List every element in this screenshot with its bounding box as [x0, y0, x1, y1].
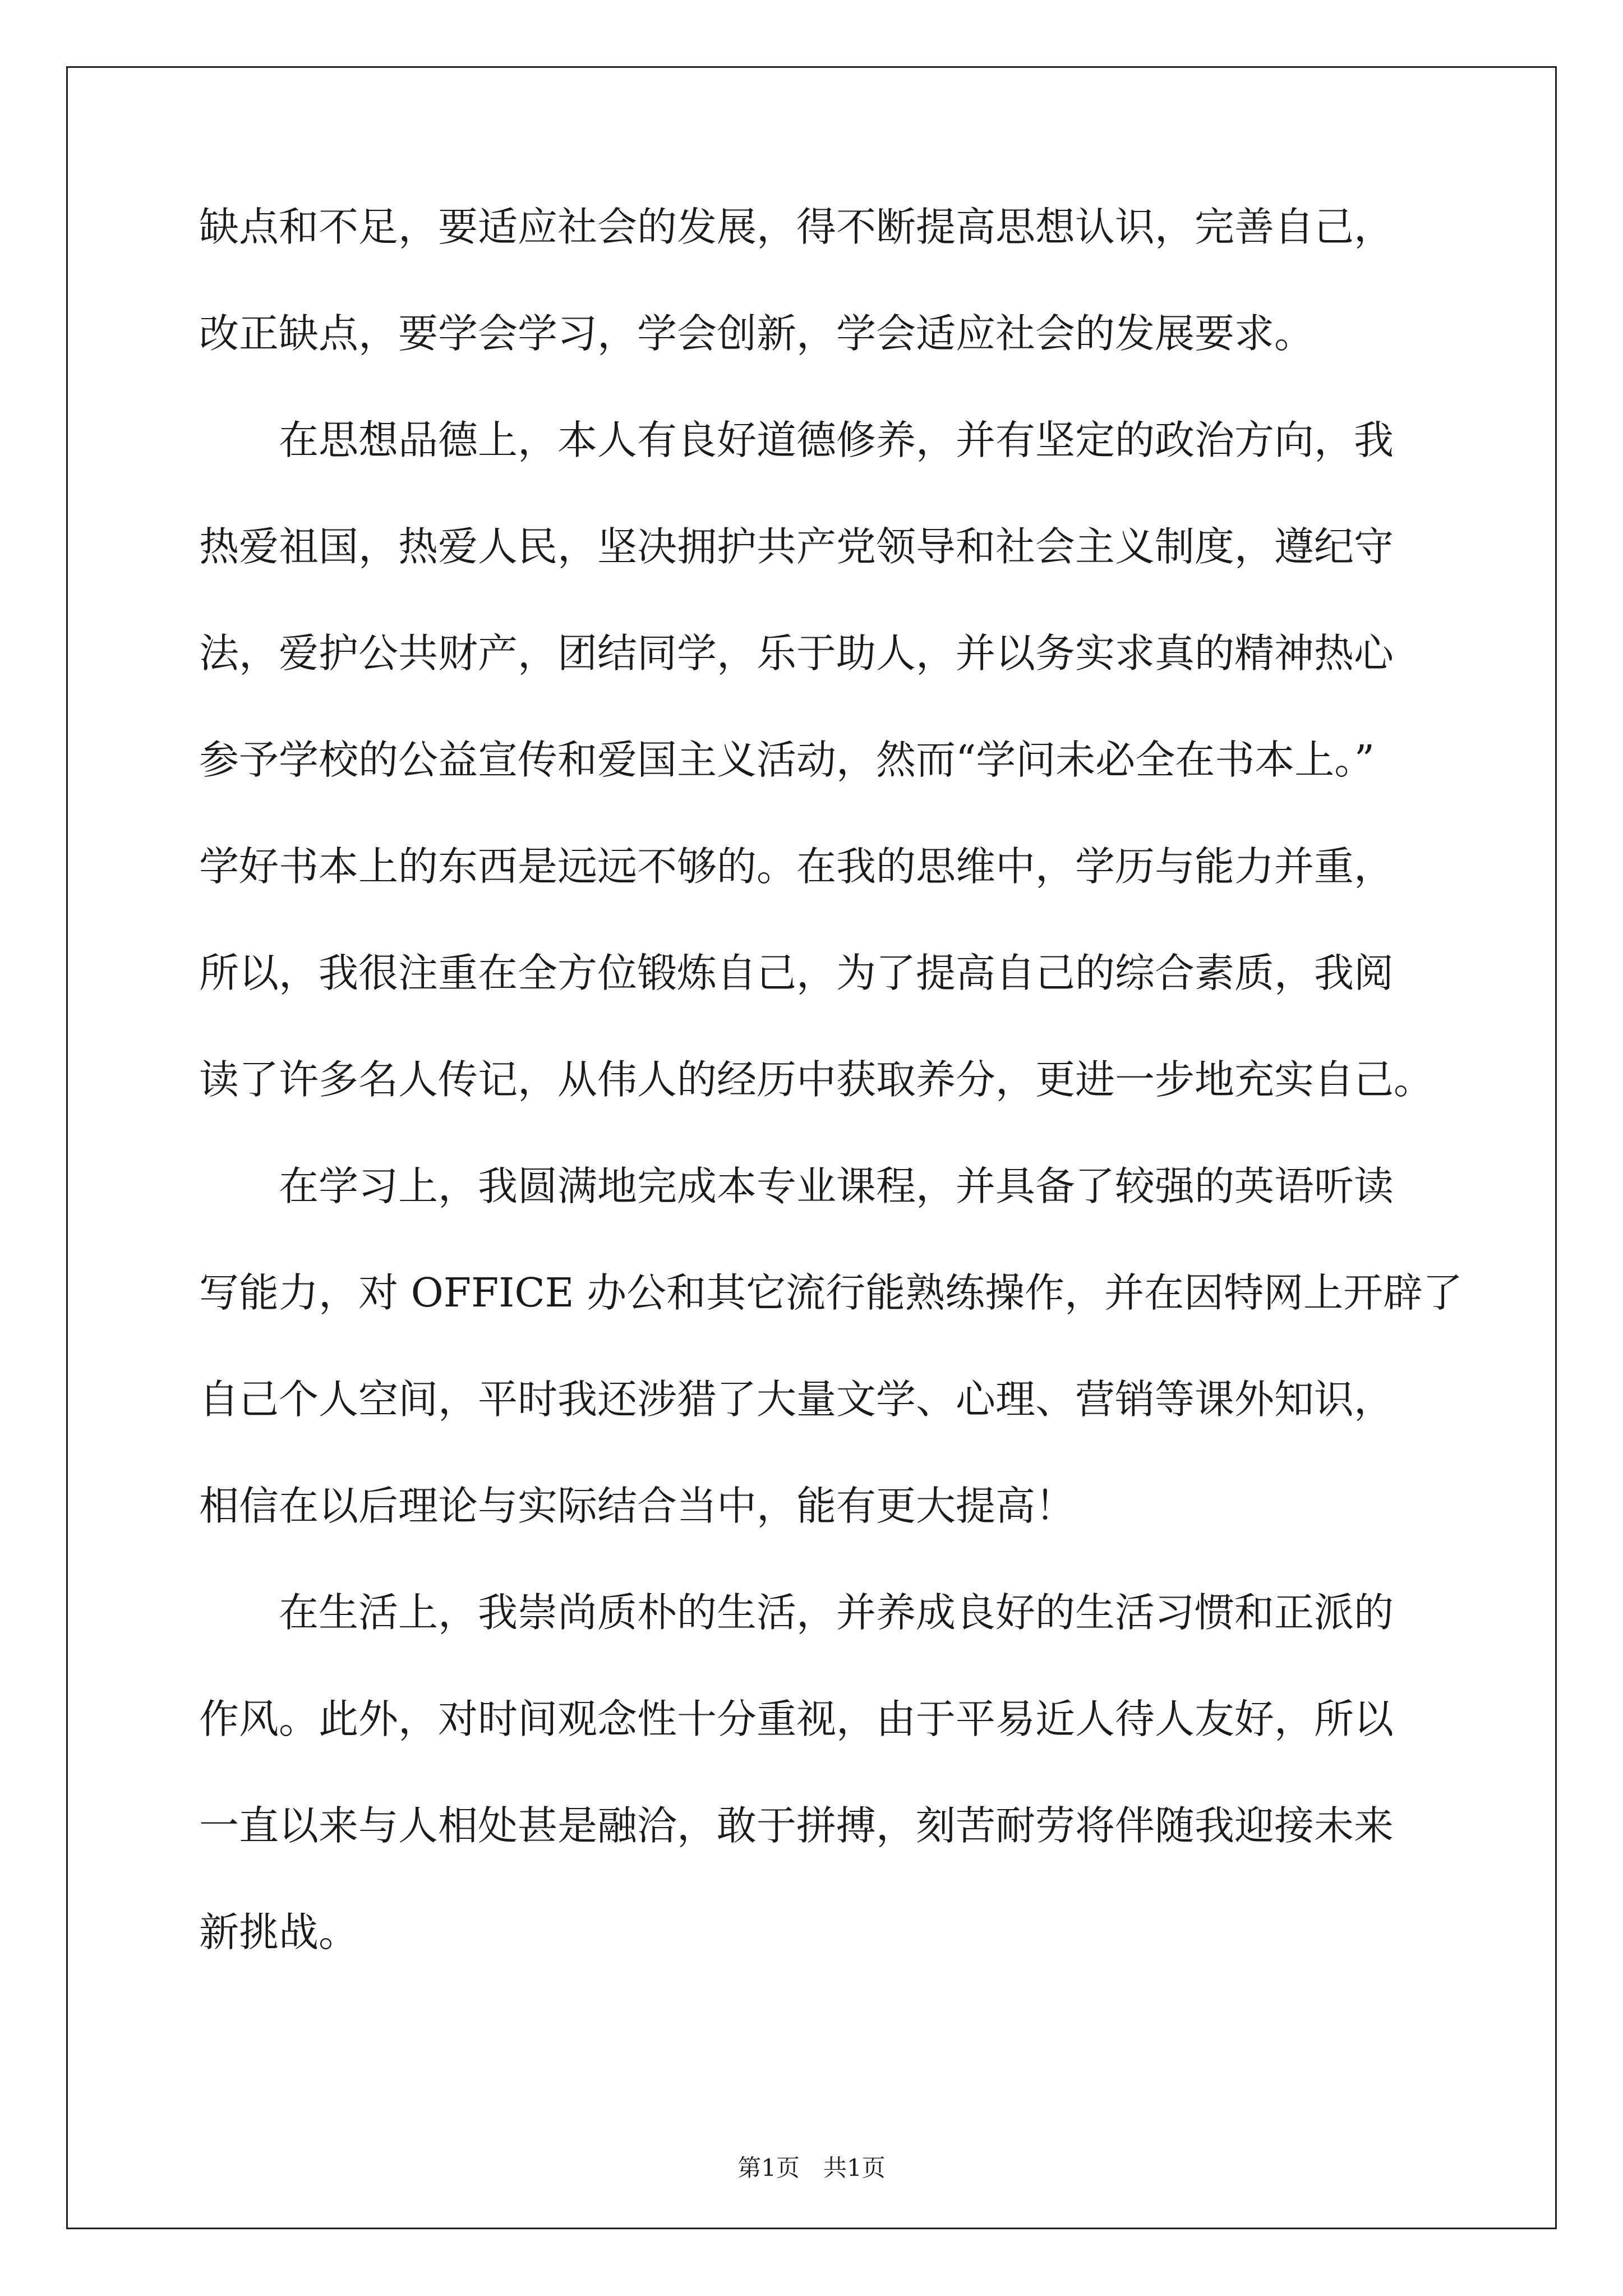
text-line: 改正缺点，要学会学习，学会创新，学会适应社会的发展要求。 [199, 310, 1315, 357]
paragraph-start-line: 在学习上，我圆满地完成本专业课程，并具备了较强的英语听读 [279, 1163, 1394, 1209]
text-line: 所以，我很注重在全方位锻炼自己，为了提高自己的综合素质，我阅 [199, 950, 1394, 996]
text-line: 写能力，对 OFFICE 办公和其它流行能熟练操作，并在因特网上开辟了 [199, 1269, 1463, 1316]
text-line: 相信在以后理论与实际结合当中，能有更大提高！ [199, 1483, 1076, 1529]
text-line: 学好书本上的东西是远远不够的。在我的思维中，学历与能力并重， [199, 843, 1394, 890]
text-line: 热爱祖国，热爱人民，坚决拥护共产党领导和社会主义制度，遵纪守 [199, 523, 1394, 570]
text-line: 缺点和不足，要适应社会的发展，得不断提高思想认识，完善自己， [199, 204, 1394, 250]
text-line: 法，爱护公共财产，团结同学，乐于助人，并以务实求真的精神热心 [199, 630, 1394, 677]
text-line: 自己个人空间，平时我还涉猎了大量文学、心理、营销等课外知识， [199, 1376, 1394, 1423]
text-line: 一直以来与人相处甚是融洽，敢于拼搏，刻苦耐劳将伴随我迎接未来 [199, 1802, 1394, 1849]
text-line: 作风。此外，对时间观念性十分重视，由于平易近人待人友好，所以 [199, 1696, 1394, 1742]
page-footer: 第1页 共1页 [737, 2154, 886, 2182]
paragraph-start-line: 在思想品德上，本人有良好道德修养，并有坚定的政治方向，我 [279, 417, 1394, 463]
text-line: 读了许多名人传记，从伟人的经历中获取养分，更进一步地充实自己。 [199, 1056, 1434, 1103]
text-line: 参予学校的公益宣传和爱国主义活动，然而“学问未必全在书本上。” [199, 737, 1375, 783]
paragraph-start-line: 在生活上，我崇尚质朴的生活，并养成良好的生活习惯和正派的 [279, 1589, 1394, 1636]
text-line: 新挑战。 [199, 1909, 359, 1955]
